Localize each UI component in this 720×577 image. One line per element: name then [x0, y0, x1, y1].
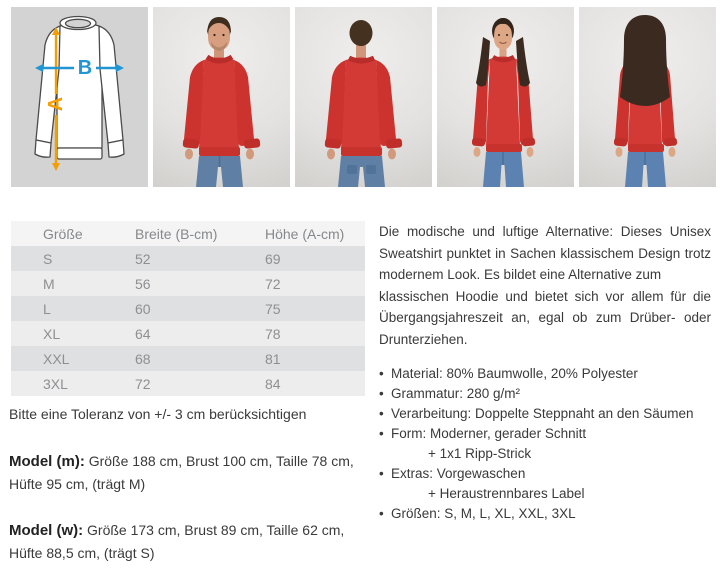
cell-hoehe: 84	[265, 375, 281, 392]
cell-size: S	[43, 250, 53, 267]
description-line: Drunterziehen.	[379, 331, 468, 347]
feature-verarbeitung: • Verarbeitung: Doppelte Steppnaht an den Säumen	[379, 404, 711, 424]
feature-material: • Material: 80% Baumwolle, 20% Polyester	[379, 364, 711, 384]
table-row	[11, 371, 365, 396]
model-m-details: Größe 188 cm, Brust 100 cm, Taille 78 cm, Hüfte 95 cm, (trägt M)	[9, 453, 354, 492]
size-table	[11, 221, 365, 396]
woman-back-photo	[579, 7, 716, 187]
table-row	[11, 246, 365, 271]
description-line: Sweatshirt punktet in Sachen klassischem Design trotz	[379, 245, 711, 261]
cell-breite: 64	[135, 325, 151, 342]
table-row	[11, 346, 365, 371]
man-back-photo	[295, 7, 432, 187]
cell-size: 3XL	[43, 375, 68, 392]
table-row	[11, 271, 365, 296]
product-info-section	[9, 221, 720, 564]
size-measurement-diagram	[11, 7, 148, 187]
cell-hoehe: 75	[265, 300, 281, 317]
cell-breite: 68	[135, 350, 151, 367]
tolerance-note: Bitte eine Toleranz von +/- 3 cm berücksichtigen	[9, 406, 307, 422]
feature-extras-extra: + Heraustrennbares Label	[428, 486, 585, 501]
cell-breite: 56	[135, 275, 151, 292]
feature-extras: • Extras: Vorgewaschen	[379, 464, 711, 484]
feature-list	[379, 364, 711, 524]
feature-form-extra: + 1x1 Ripp-Strick	[428, 446, 532, 461]
cell-size: M	[43, 275, 55, 292]
cell-size: XL	[43, 325, 61, 342]
description-line: modernem Look. Es bildet eine Alternative zum	[379, 267, 662, 282]
cell-breite: 72	[135, 375, 151, 392]
size-chart-column	[9, 221, 367, 564]
table-row	[11, 321, 365, 346]
description-line: Übergangsjahreszeit an, egal ob zum Drüber- oder	[379, 310, 711, 325]
col-header-groesse: Größe	[43, 225, 83, 242]
model-w-details: Größe 173 cm, Brust 89 cm, Taille 62 cm, Hüfte 88,5 cm, (trägt S)	[9, 522, 345, 561]
cell-hoehe: 69	[265, 250, 281, 267]
width-label: B	[77, 57, 93, 79]
col-header-hoehe: Höhe (A-cm)	[265, 225, 345, 242]
model-m-info	[9, 450, 361, 495]
cell-breite: 60	[135, 300, 151, 317]
product-photo-strip	[11, 7, 720, 187]
cell-hoehe: 72	[265, 275, 281, 292]
sweatshirt-outline-icon	[11, 7, 148, 187]
model-w-label: Model (w):	[9, 522, 84, 539]
cell-breite: 52	[135, 250, 151, 267]
description-line: klassischen Hoodie und bietet sich vor allem für die	[379, 288, 711, 304]
cell-hoehe: 81	[265, 350, 281, 367]
cell-size: L	[43, 300, 51, 317]
col-header-breite: Breite (B-cm)	[135, 225, 218, 242]
table-row	[11, 296, 365, 321]
description-line: Die modische und luftige Alternative: Dieses Unisex	[379, 224, 711, 239]
cell-size: XXL	[43, 350, 70, 367]
size-table-header-row	[11, 221, 365, 246]
feature-form: • Form: Moderner, gerader Schnitt	[379, 424, 711, 444]
height-label: A	[45, 96, 67, 112]
cell-hoehe: 78	[265, 325, 281, 342]
description-column	[379, 221, 711, 564]
feature-groessen: • Größen: S, M, L, XL, XXL, 3XL	[379, 504, 711, 524]
model-w-info	[9, 519, 361, 564]
man-front-photo	[153, 7, 290, 187]
product-description	[379, 221, 711, 350]
product-detail-page	[0, 7, 720, 577]
feature-grammatur: • Grammatur: 280 g/m²	[379, 384, 711, 404]
model-m-label: Model (m):	[9, 453, 85, 470]
woman-front-photo	[437, 7, 574, 187]
